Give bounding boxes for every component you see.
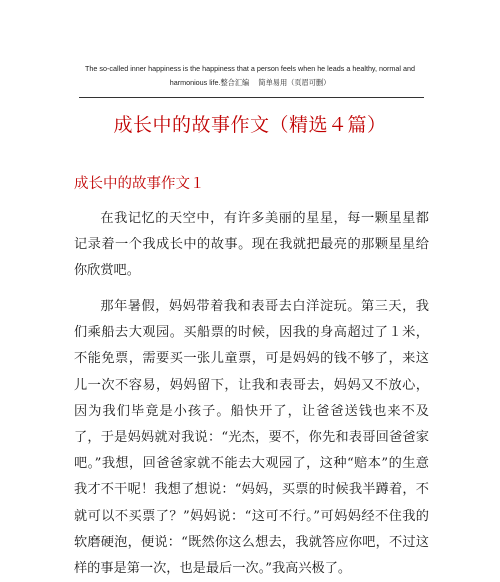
page-header — [60, 62, 440, 90]
body-paragraph-2: 那年暑假，妈妈带着我和表哥去白洋淀玩。第三天，我们乘船去大观园。买船票的时候，因我的身高超过了１米，不能免票，需要买一张儿童票，可是妈妈的钱不够了，来这儿一次不容易，妈妈留下，让我和表哥去，妈妈又不放心，因为我们毕竟是小孩子。船快开了，让爸爸送钱也来不及了，于是妈妈就对我说：“光杰，要不，你先和表哥回爸爸家吧。”我想，回爸爸家就不能去大观园了，这种“赔本”的生意我才不干呢！我想了想说：“妈妈，买票的时候我半蹲着，不就可以不买票了？”妈妈说：“这可不行。”可妈妈经不住我的软磨硬泡，便说：“既然你这么想去，我就答应你吧，不过这样的事是第一次，也是最后一次。”我高兴极了。 — [74, 299, 429, 577]
section-heading: 成长中的故事作文１ — [74, 176, 205, 192]
header-line-2: harmonious life.整合汇编 简单易用（页眉可删） — [169, 78, 331, 87]
body-paragraph-1: 在我记忆的天空中，有许多美丽的星星，每一颗星星都记录着一个我成长中的故事。现在我就把最亮的那颗星星给你欣赏吧。 — [74, 211, 429, 279]
header-line-1: The so-called inner happiness is the happiness that a person feels when he leads a healthy, normal and — [85, 64, 415, 73]
header-divider — [79, 97, 424, 98]
document-title: 成长中的故事作文（精选４篇） — [113, 114, 387, 136]
